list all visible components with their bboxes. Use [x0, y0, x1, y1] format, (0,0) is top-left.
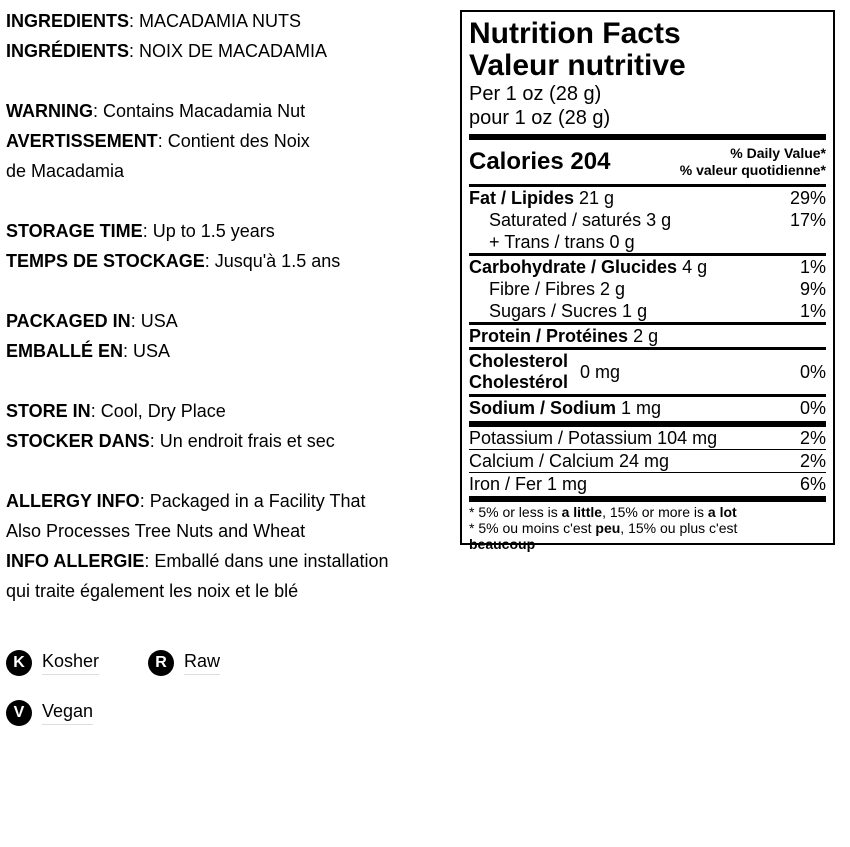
- calcium-row: Calcium / Calcium 24 mg 2%: [469, 451, 826, 471]
- packaged-line: PACKAGED IN: USA: [6, 311, 178, 331]
- allergy-fr-line: INFO ALLERGIE: Emballé dans une installation: [6, 551, 389, 571]
- store-line: STORE IN: Cool, Dry Place: [6, 401, 226, 421]
- allergy-line: ALLERGY INFO: Packaged in a Facility That: [6, 491, 366, 511]
- potassium-row: Potassium / Potassium 104 mg 2%: [469, 428, 826, 448]
- tag-kosher: [6, 648, 99, 678]
- saturated-row: Saturated / saturés 3 g 17%: [489, 210, 826, 230]
- calories-row: [469, 140, 826, 184]
- nutrition-title: Nutrition Facts: [469, 17, 681, 50]
- tag-vegan: [6, 698, 93, 728]
- footnote: * 5% or less is a little, 15% or more is a lot * 5% ou moins c'est peu, 15% ou plus c'est beaucoup: [469, 504, 738, 552]
- serving-size: Per 1 oz (28 g): [469, 83, 602, 105]
- trans-row: + Trans / trans 0 g: [489, 232, 635, 252]
- serving-size-fr: pour 1 oz (28 g): [469, 107, 611, 129]
- fibre-row: Fibre / Fibres 2 g 9%: [489, 279, 826, 299]
- sugars-row: Sugars / Sucres 1 g 1%: [489, 301, 826, 321]
- allergy-fr-cont: qui traite également les noix et le blé: [6, 581, 299, 601]
- storage-fr-line: TEMPS DE STOCKAGE: Jusqu'à 1.5 ans: [6, 251, 341, 271]
- nutrition-title-fr: Valeur nutritive: [469, 49, 686, 82]
- ingredients-line: INGREDIENTS: MACADAMIA NUTS: [6, 11, 302, 31]
- tag-raw: [148, 648, 220, 678]
- warning-line: WARNING: Contains Macadamia Nut: [6, 101, 306, 121]
- protein-row: Protein / Protéines 2 g: [469, 326, 659, 346]
- carb-row: Carbohydrate / Glucides 4 g 1%: [469, 257, 826, 277]
- calories: Calories 204: [469, 148, 611, 175]
- vegan-icon: V: [6, 700, 32, 726]
- sodium-row: Sodium / Sodium 1 mg 0%: [469, 398, 826, 418]
- tag-label: Vegan: [42, 701, 93, 725]
- allergy-cont: Also Processes Tree Nuts and Wheat: [6, 521, 306, 541]
- fat-row: Fat / Lipides 21 g 29%: [469, 188, 826, 208]
- ingredients-fr-line: INGRÉDIENTS: NOIX DE MACADAMIA: [6, 41, 328, 61]
- store-fr-line: STOCKER DANS: Un endroit frais et sec: [6, 431, 335, 451]
- nutrition-facts-panel: [460, 10, 835, 552]
- kosher-icon: K: [6, 650, 32, 676]
- tag-label: Raw: [184, 651, 220, 675]
- daily-value-header: % Daily Value* % valeur quotidienne*: [679, 145, 826, 178]
- tag-label: Kosher: [42, 651, 99, 675]
- storage-line: STORAGE TIME: Up to 1.5 years: [6, 221, 275, 241]
- iron-row: Iron / Fer 1 mg 6%: [469, 474, 826, 494]
- packaged-fr-line: EMBALLÉ EN: USA: [6, 341, 171, 361]
- product-info: [6, 6, 458, 606]
- raw-icon: R: [148, 650, 174, 676]
- warning-fr-cont: de Macadamia: [6, 161, 125, 181]
- cholesterol-row: Cholesterol Cholestérol 0 mg 0%: [469, 351, 826, 392]
- warning-fr-line: AVERTISSEMENT: Contient des Noix: [6, 131, 310, 151]
